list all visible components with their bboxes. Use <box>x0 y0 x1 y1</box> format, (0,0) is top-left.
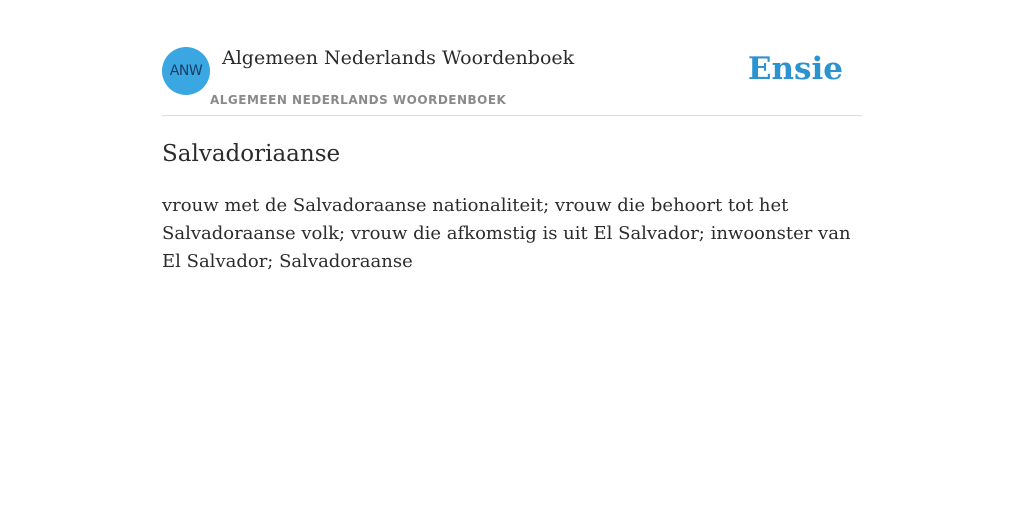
dictionary-title[interactable]: Algemeen Nederlands Woordenboek <box>222 47 575 69</box>
dictionary-subtitle: ALGEMEEN NEDERLANDS WOORDENBOEK <box>210 93 507 107</box>
ensie-brand-logo[interactable]: Ensie <box>747 51 843 87</box>
anw-logo[interactable] <box>162 47 210 95</box>
logo-text: ANW <box>169 63 203 79</box>
entry-word: Salvadoriaanse <box>162 141 341 167</box>
header <box>162 0 862 116</box>
content-container <box>162 0 862 272</box>
entry-definition: vrouw met de Salvadoraanse nationaliteit; vrouw die behoort tot het Salvadoraanse volk; vrouw die afkomstig is uit El Salvador; inwoonster van El Salvador; Salvadoraanse <box>162 195 851 272</box>
